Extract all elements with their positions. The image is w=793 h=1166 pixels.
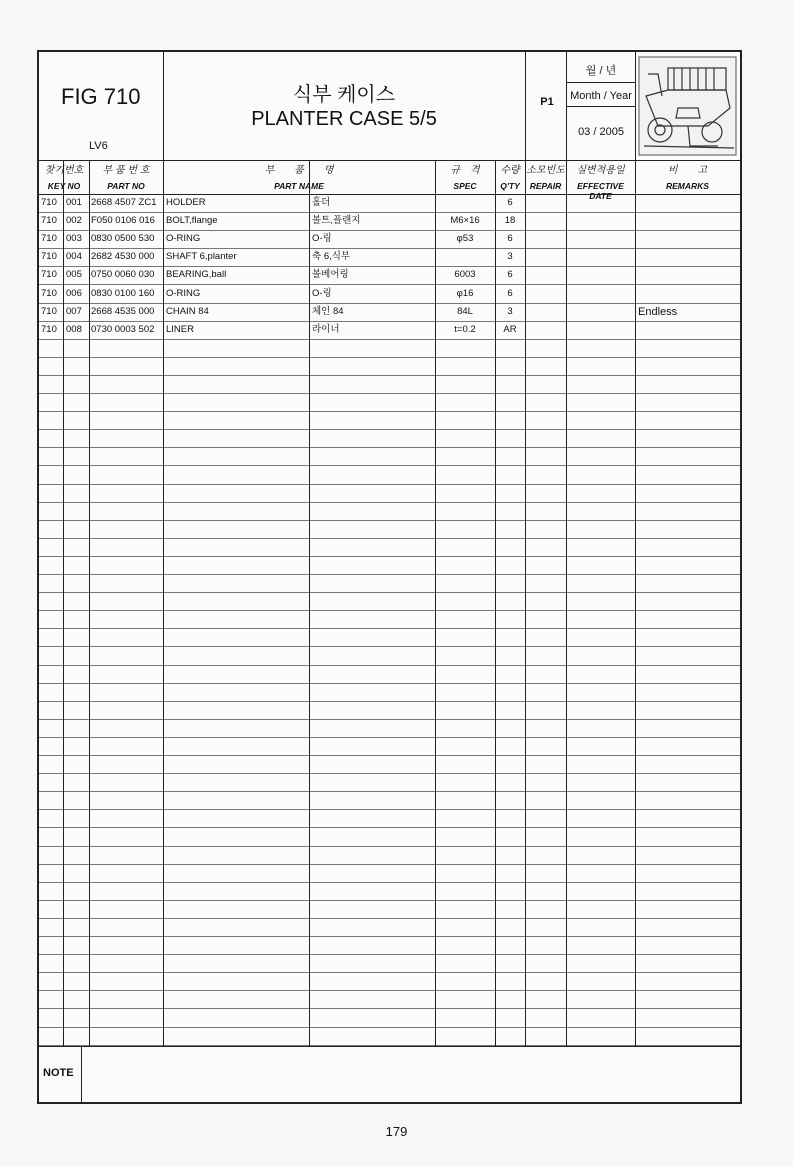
column-headings [39,160,740,201]
figure-number: FIG 710 [61,84,141,109]
cell-remarks [638,248,738,266]
cell-remarks [638,212,738,230]
cell-key: 002 [66,215,82,227]
issue-date: 03 / 2005 [578,126,624,138]
heading-spec: 규 격 SPEC [450,165,480,191]
cell-part-no: 2682 4530 000 [91,251,155,263]
page-code: P1 [540,96,554,108]
month-year-box [567,52,635,160]
cell-name-en: O-RING [166,233,201,245]
cell-qty: 6 [507,197,513,208]
cell-qty: 18 [504,215,516,227]
cell-spec: 6003 [454,269,476,281]
cell-remarks [638,266,738,284]
cell-qty: AR [503,323,517,335]
cell-part-no: 0830 0500 530 [91,233,155,245]
parts-table-body [39,194,740,1046]
cell-name-ko: O-링 [312,287,332,299]
cell-part-no: 0730 0003 502 [91,323,155,335]
cell-part-no: 0750 0060 030 [91,269,155,281]
cell-spec [435,248,495,266]
note-label: NOTE [43,1067,74,1079]
title-korean: 식부 케이스 [292,84,396,106]
rice-transplanter-illustration [638,56,737,156]
heading-effective-date: 실변적용일 EFFECTIVE DATE [576,165,625,201]
cell-part-no: 2668 4507 ZC1 [91,197,157,208]
cell-qty: 6 [507,233,513,245]
cell-fig: 710 [41,215,57,227]
month-year-english: Month / Year [570,90,632,102]
cell-name-en: BEARING,ball [166,269,227,281]
cell-fig: 710 [41,197,57,208]
heading-repair: 소모빈도 REPAIR [526,165,565,191]
cell-spec [435,194,495,212]
cell-name-ko: O-링 [312,233,332,245]
cell-name-en: LINER [166,323,194,335]
cell-key: 001 [66,197,82,208]
cell-qty: 6 [507,287,513,299]
cell-remarks: Endless [638,305,678,318]
cell-key: 006 [66,287,82,299]
cell-name-en: SHAFT 6,planter [166,251,237,263]
cell-name-ko: 축 6,식부 [312,251,351,263]
cell-part-no: 2668 4535 000 [91,305,155,317]
cell-name-ko: 체인 84 [312,305,344,317]
heading-remarks: 비 고 REMARKS [666,165,709,191]
model-code: LV6 [89,140,108,152]
cell-key: 008 [66,323,82,335]
page-number: 179 [385,1124,408,1139]
cell-part-no: F050 0106 016 [91,215,155,227]
cell-remarks [638,194,738,212]
cell-fig: 710 [41,323,57,335]
heading-part-no: 부 품 번 호 PART NO [102,165,150,191]
cell-fig: 710 [41,287,57,299]
cell-key: 007 [66,305,82,317]
cell-fig: 710 [41,233,57,245]
cell-key: 003 [66,233,82,245]
cell-fig: 710 [41,269,57,281]
parts-list-sheet [37,50,742,1104]
cell-name-ko: 라이너 [312,323,340,335]
cell-qty: 3 [507,305,513,317]
cell-name-en: BOLT,flange [166,215,218,227]
cell-qty: 6 [507,269,513,281]
cell-part-no: 0830 0100 160 [91,287,155,299]
cell-key: 004 [66,251,82,263]
cell-spec: φ53 [456,233,474,245]
cell-name-ko: 홀더 [312,197,331,208]
cell-fig: 710 [41,251,57,263]
cell-name-en: HOLDER [166,197,206,208]
cell-remarks [638,321,738,339]
cell-name-en: CHAIN 84 [166,305,209,317]
note-area [39,1046,740,1103]
title-english: PLANTER CASE 5/5 [251,108,437,130]
cell-spec: 84L [457,305,473,317]
cell-qty: 3 [507,251,513,263]
cell-spec: φ16 [456,287,474,299]
heading-part-name: 부 품 명 PART NAME [264,165,334,191]
heading-key-no: 찾기번호 KEY NO [44,165,84,191]
month-year-korean: 월 / 년 [585,65,617,77]
cell-spec: M6×16 [450,215,480,227]
cell-remarks [638,285,738,303]
cell-remarks [638,230,738,248]
sheet-header [39,52,740,161]
cell-name-en: O-RING [166,287,201,299]
cell-name-ko: 볼트,플랜지 [312,215,361,227]
cell-key: 005 [66,269,82,281]
cell-spec: t=0.2 [454,323,476,335]
cell-name-ko: 볼베어링 [312,269,349,281]
heading-qty: 수량 Q'TY [500,165,520,191]
cell-fig: 710 [41,305,57,317]
